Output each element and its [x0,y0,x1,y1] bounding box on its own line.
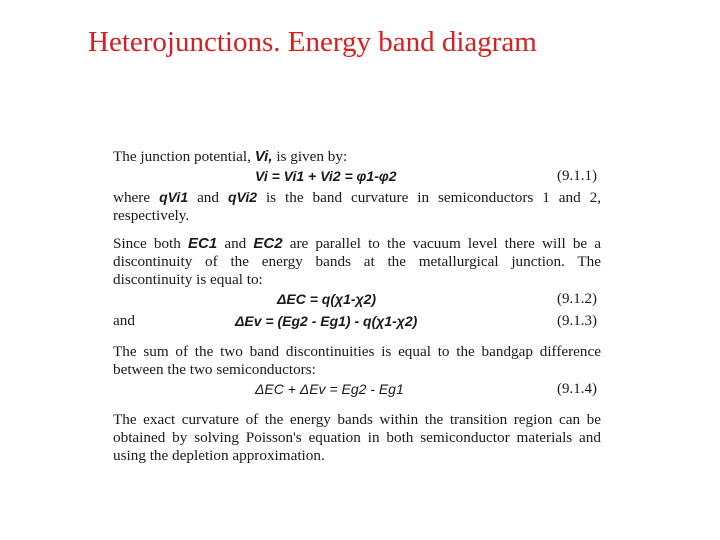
equation: ΔEC = q(χ1-χ2) [277,291,377,307]
symbol-band-curvature-2: qVi2 [227,189,257,205]
symbol-junction-potential: Vi, [254,148,273,165]
symbol-conduction-band-1: EC1 [188,235,218,252]
equation-number: (9.1.1) [557,168,597,184]
symbol-conduction-band-2: EC2 [253,235,283,252]
slide-title: Heterojunctions. Energy band diagram [88,26,537,58]
equation: ΔEv = (Eg2 - Eg1) - q(χ1-χ2) [235,313,418,329]
equation-row [113,289,601,311]
text-fragment: is the band curvature in semiconductors 1 and 2, respectively. [113,189,602,224]
text-fragment: and [197,189,219,206]
equation-number: (9.1.4) [557,381,597,397]
paragraph-poisson: The exact curvature of the energy bands within the transition region can be obtained by solving Poisson's equation in both semiconductor materials and using the depletion approximation. [113,411,601,464]
paragraph-discontinuity [113,235,601,289]
equation-number: (9.1.3) [557,313,597,329]
text-fragment: The junction potential, [113,148,251,165]
equation-row [113,166,601,188]
text-fragment: is given by: [276,148,348,165]
equation-row [113,311,601,333]
document-excerpt [113,148,601,465]
equation: ΔEC + ΔEv = Eg2 - Eg1 [255,381,404,397]
text-fragment: and [224,235,247,252]
text-fragment: where [113,189,151,206]
paragraph-band-sum: The sum of the two band discontinuities is equal to the bandgap difference between the two semiconductors: [113,343,601,378]
paragraph-band-curvature [113,188,601,225]
equation-number: (9.1.2) [557,291,597,307]
text-fragment: are parallel to the vacuum level there will be a discontinuity of the energy bands at the metallurgical junction. The discontinuity is equal to: [113,235,602,288]
paragraph-junction-potential [113,148,601,166]
equation-row [113,379,601,401]
connector-word: and [113,312,135,329]
text-fragment: Since both [113,235,181,252]
symbol-band-curvature-1: qVi1 [159,189,189,205]
equation: Vi = Vi1 + Vi2 = φ1-φ2 [255,168,397,184]
